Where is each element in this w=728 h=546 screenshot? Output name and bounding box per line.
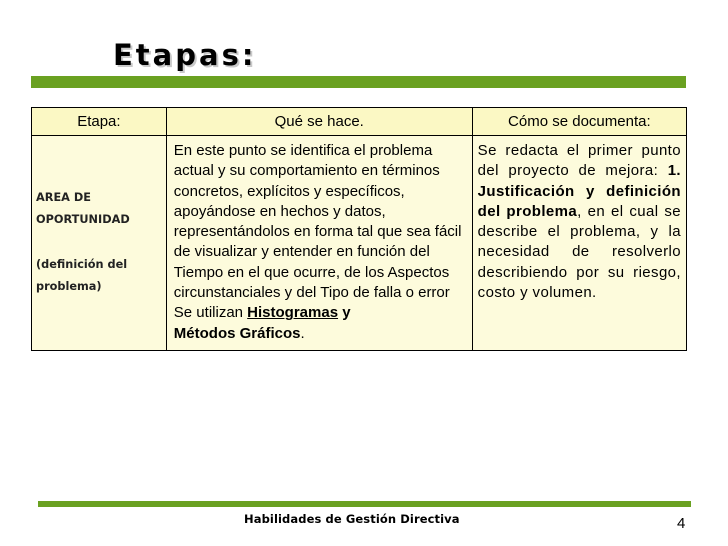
how-highlight: 1. Justificación y definición del problema [477,162,681,220]
stage-note-line2: problema) [36,280,102,294]
footer-label: Habilidades de Gestión Directiva [244,512,460,526]
what-tools-suffix: . [300,324,305,342]
metodos-graficos-highlight: Métodos Gráficos [173,324,301,342]
histogramas-highlight: Histogramas [247,304,339,322]
title-divider [31,76,686,88]
what-tools-joiner: y [338,304,351,322]
stage-cell [32,136,167,351]
header-como-se-documenta: Cómo se documenta: [472,108,686,136]
stage-note-line1: (definición del [36,257,128,271]
stages-table [31,107,687,351]
stage-name-line1: AREA DE [36,190,91,204]
how-cell [472,136,686,351]
what-tools-prefix: Se utilizan [173,304,248,322]
footer-divider [38,501,691,507]
how-suffix: , en el cual se describe el problema, y la necesidad de resolverlo describiendo por su riesgo, costo y volumen. [477,202,681,302]
slide-title: Etapas: [113,38,257,72]
what-cell [166,136,472,351]
what-description: En este punto se identifica el problema actual y su comportamiento en términos concretos, explícitos y específicos, apoyándose en hechos y datos, representándolos en forma tal que sea fácil de visualizar y entender en función del Tiempo en el que ocurre, de los Aspectos circunstanciales y del Tipo de falla o error [173,142,462,302]
table-row [32,136,687,351]
page-number: 4 [677,515,686,532]
how-prefix: Se redacta el primer punto del proyecto de mejora: [477,142,681,180]
stage-name-line2: OPORTUNIDAD [36,213,130,227]
header-que-se-hace: Qué se hace. [166,108,472,136]
header-etapa: Etapa: [32,108,167,136]
table-header-row [32,108,687,136]
